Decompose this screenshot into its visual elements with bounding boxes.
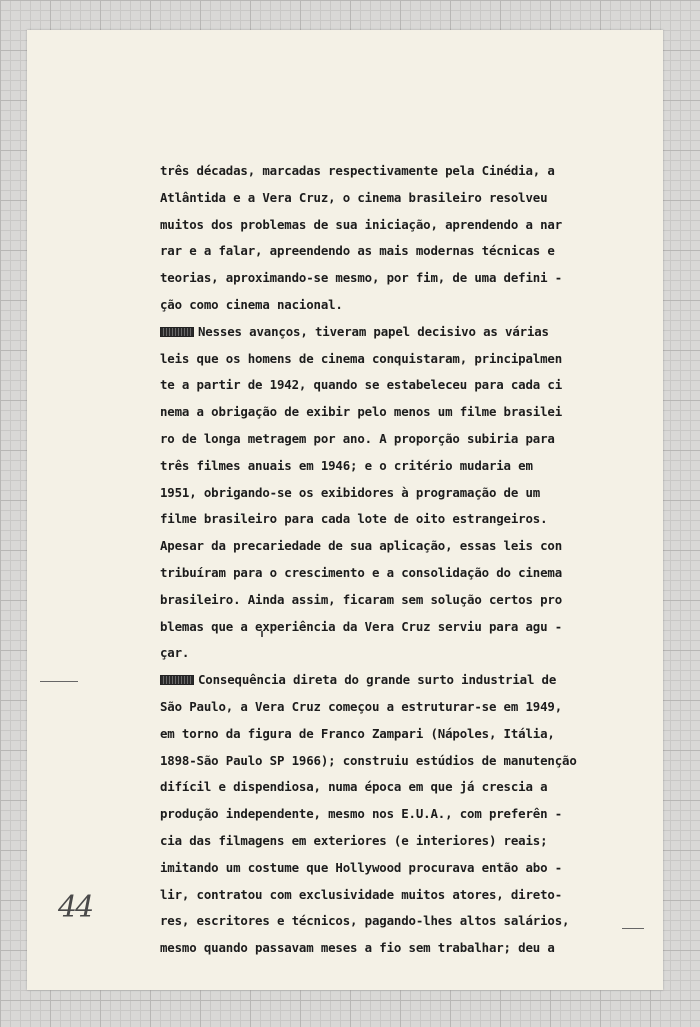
text-line: três décadas, marcadas respectivamente pela Cinédia, a [160, 163, 555, 178]
text-line: muitos dos problemas de sua iniciação, aprendendo a nar [160, 216, 563, 232]
text-line: difícil e dispendiosa, numa época em que já crescia a [160, 779, 548, 795]
text-line: Apesar da precariedade de sua aplicação, essas leis con [160, 538, 563, 554]
text-line: res, escritores e técnicos, pagando-lhes altos salários, [160, 913, 570, 929]
paragraph-start: Consequência direta do grande surto industrial de [198, 672, 557, 688]
text-line: 1898-São Paulo SP 1966); construiu estúdios de manutenção [160, 752, 577, 768]
text-line: São Paulo, a Vera Cruz começou a estruturar-se em 1949, [160, 698, 563, 714]
margin-mark [40, 681, 78, 682]
text-line: tribuíram para o crescimento e a consolidação do cinema [160, 564, 563, 580]
text-line: mesmo quando passavam meses a fio sem trabalhar; deu a [160, 940, 555, 956]
text-line: te a partir de 1942, quando se estabeleceu para cada ci [160, 377, 563, 393]
handwritten-page-number: 44 [58, 890, 93, 925]
text-line: cia das filmagens em exteriores (e interiores) reais; [160, 832, 548, 848]
text-line: çar. [160, 645, 190, 661]
text-line: leis que os homens de cinema conquistaram, principalmen [160, 350, 563, 366]
text-line: três filmes anuais em 1946; e o critério mudaria em [160, 457, 533, 473]
text-line: imitando um costume que Hollywood procurava então abo - [160, 859, 563, 875]
text-line: rar e a falar, apreendendo as mais modernas técnicas e [160, 243, 555, 259]
text-line [160, 667, 660, 694]
struck-out-mark [160, 675, 194, 685]
text-line: filme brasileiro para cada lote de oito estrangeiros. [160, 511, 548, 527]
text-line: em torno da figura de Franco Zampari (Nápoles, Itália, [160, 725, 555, 741]
text-line: teorias, aproximando-se mesmo, por fim, de uma defini - [160, 270, 563, 286]
text-line: blemas que a experiência da Vera Cruz serviu para agu - [160, 618, 563, 634]
text-line: 1951, obrigando-se os exibidores à programação de um [160, 484, 541, 500]
text-line: ro de longa metragem por ano. A proporção subiria para [160, 430, 555, 446]
text-line: brasileiro. Ainda assim, ficaram sem solução certos pro [160, 591, 563, 607]
text-line: ção como cinema nacional. [160, 296, 343, 312]
text-line [160, 319, 660, 346]
text-line: Atlântida e a Vera Cruz, o cinema brasileiro resolveu [160, 189, 548, 205]
text-line: lir, contratou com exclusividade muitos atores, direto- [160, 886, 563, 902]
text-line: produção independente, mesmo nos E.U.A., com preferên - [160, 806, 563, 822]
paragraph-start: Nesses avanços, tiveram papel decisivo as várias [198, 323, 549, 339]
text-line: nema a obrigação de exibir pelo menos um filme brasilei [160, 404, 563, 420]
typewritten-text [160, 158, 660, 962]
struck-out-mark [160, 327, 194, 337]
